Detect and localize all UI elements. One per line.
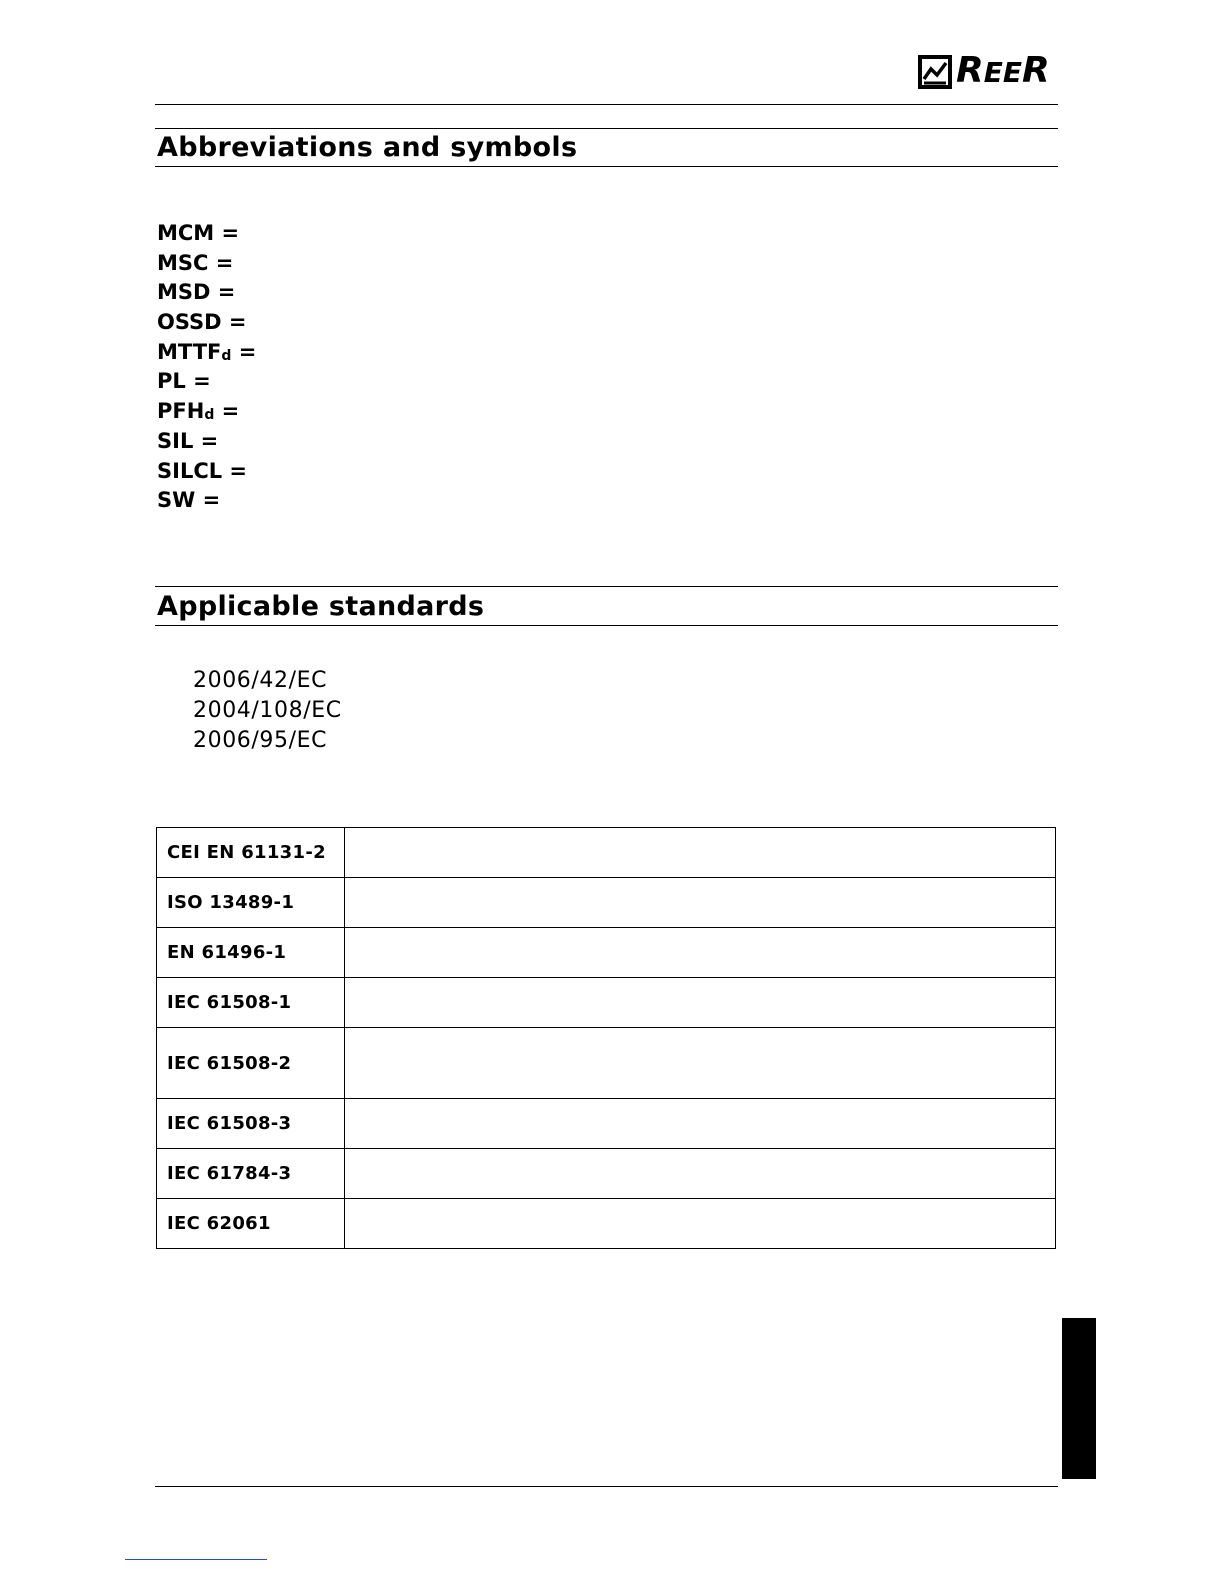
standard-code: IEC 61508-1 <box>157 978 345 1028</box>
header-rule <box>155 104 1058 105</box>
table-row <box>157 978 1056 1028</box>
standards-title: Applicable standards <box>157 591 485 622</box>
table-row <box>157 1028 1056 1099</box>
directive-item: 2004/108/EC <box>193 698 342 723</box>
section-rule-top <box>155 586 1058 587</box>
abbreviation-item: PL = <box>157 369 211 394</box>
standard-description <box>345 1099 1056 1149</box>
table-row <box>157 828 1056 878</box>
abbreviations-list <box>157 219 256 516</box>
standard-code: IEC 61784-3 <box>157 1149 345 1199</box>
abbreviation-item: MSD = <box>157 280 236 305</box>
abbreviations-title: Abbreviations and symbols <box>157 132 578 163</box>
reer-logo <box>918 52 1050 92</box>
table-row <box>157 1199 1056 1249</box>
footer-link-underline[interactable] <box>125 1559 267 1560</box>
standard-code: IEC 61508-2 <box>157 1028 345 1099</box>
standard-code: IEC 61508-3 <box>157 1099 345 1149</box>
abbreviation-item: $PFH_d$ = <box>157 399 240 424</box>
logo-wordmark: REER <box>956 50 1050 91</box>
section-rule-bottom <box>155 166 1058 167</box>
standard-description <box>345 1199 1056 1249</box>
abbreviation-item: OSSD = <box>157 310 247 335</box>
standard-description <box>345 878 1056 928</box>
reer-logo-icon <box>918 55 952 89</box>
footer-rule <box>155 1486 1058 1487</box>
standard-description <box>345 1028 1056 1099</box>
abbreviation-item: SW = <box>157 488 221 513</box>
directive-item: 2006/95/EC <box>193 728 328 753</box>
standard-description <box>345 828 1056 878</box>
abbreviation-item: SIL = <box>157 428 219 453</box>
standard-description <box>345 928 1056 978</box>
section-rule-top <box>155 128 1058 129</box>
abbreviation-item: MCM = <box>157 221 240 245</box>
section-rule-bottom <box>155 625 1058 626</box>
table-row <box>157 1099 1056 1149</box>
table-row <box>157 878 1056 928</box>
standard-description <box>345 1149 1056 1199</box>
abbreviation-item: MSC = <box>157 250 234 275</box>
directive-item: 2006/42/EC <box>193 668 328 693</box>
table-row <box>157 928 1056 978</box>
standard-code: IEC 62061 <box>157 1199 345 1249</box>
standard-description <box>345 978 1056 1028</box>
abbreviation-item: $MTTF_d$ = <box>157 339 257 364</box>
directives-list <box>193 666 342 756</box>
standard-code: ISO 13489-1 <box>157 878 345 928</box>
standard-code: EN 61496-1 <box>157 928 345 978</box>
standard-code: CEI EN 61131-2 <box>157 828 345 878</box>
standards-table <box>156 827 1056 1249</box>
abbreviation-item: SILCL = <box>157 458 248 483</box>
table-row <box>157 1149 1056 1199</box>
chapter-tab-marker <box>1062 1318 1096 1479</box>
